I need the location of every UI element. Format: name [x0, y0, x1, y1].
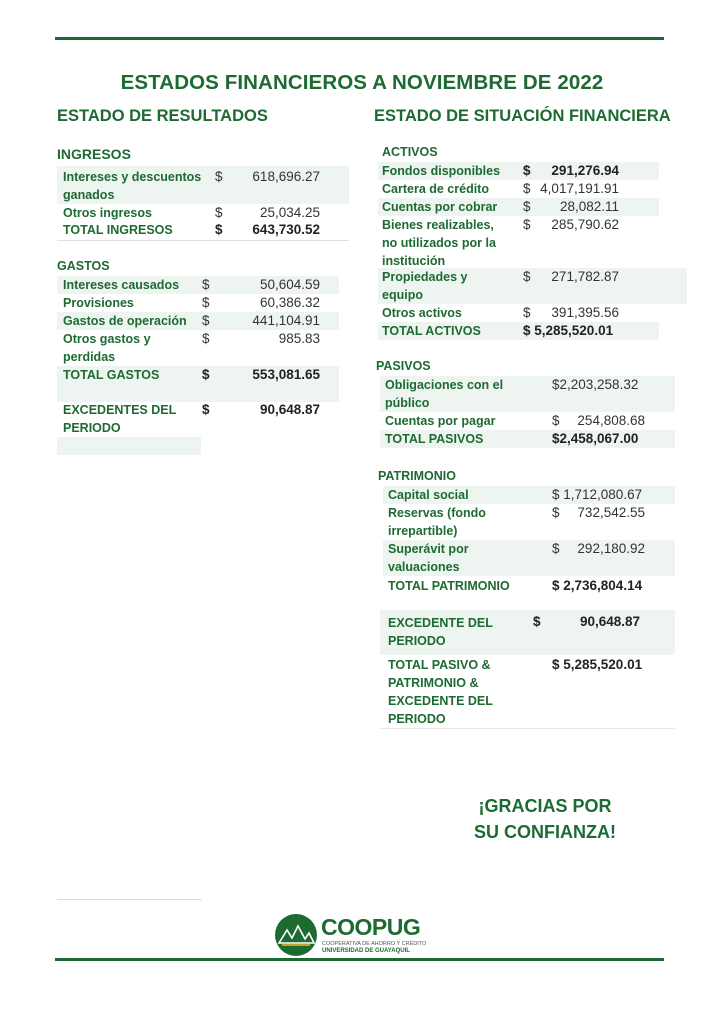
pasivo-row — [380, 376, 675, 412]
total-pasivo-patrimonio-row — [380, 655, 675, 729]
total-pasivos-row — [380, 430, 675, 448]
activo-row — [378, 162, 659, 180]
excedentes-row — [57, 400, 339, 436]
thanks-line-2: SU CONFIANZA! — [474, 822, 616, 842]
row-currency: $ — [523, 217, 531, 232]
row-label: Propiedades y equipo — [382, 270, 468, 302]
thank-you-message — [440, 793, 650, 845]
row-currency: $ — [202, 295, 210, 310]
row-currency: $ — [552, 413, 560, 428]
row-label: Reservas (fondo irrepartible) — [388, 506, 486, 538]
row-label: Capital social — [388, 488, 469, 502]
row-label: Gastos de operación — [63, 314, 187, 328]
row-amount: 50,604.59 — [259, 277, 320, 292]
row-value: $2,203,258.32 — [552, 377, 639, 392]
row-amount: 985.83 — [278, 331, 320, 346]
pasivo-row — [380, 412, 675, 430]
activo-row — [378, 198, 659, 216]
section-gastos: GASTOS — [57, 259, 110, 273]
row-label: Otros gastos y perdidas — [63, 332, 151, 364]
row-amount: 60,386.32 — [259, 295, 320, 310]
row-label: EXCEDENTE DEL PERIODO — [388, 616, 493, 648]
row-amount: 291,276.94 — [551, 163, 619, 178]
section-pasivos: PASIVOS — [376, 359, 431, 373]
row-amount: 90,648.87 — [579, 614, 640, 629]
section-activos: ACTIVOS — [382, 145, 438, 159]
row-label: EXCEDENTES DEL PERIODO — [63, 403, 176, 435]
row-value: $ 1,712,080.67 — [552, 487, 643, 502]
row-value: $ 5,285,520.01 — [523, 323, 614, 338]
coopug-logo — [274, 912, 427, 958]
row-currency: $ — [202, 402, 210, 417]
row-amount: 90,648.87 — [259, 402, 320, 417]
row-amount: 4,017,191.91 — [540, 181, 619, 196]
footnote-separator — [57, 899, 202, 900]
row-currency: $ — [523, 181, 531, 196]
page-title: ESTADOS FINANCIEROS A NOVIEMBRE DE 2022 — [120, 71, 604, 94]
row-label: Cartera de crédito — [382, 182, 489, 196]
row-amount: 25,034.25 — [259, 205, 320, 220]
row-label: Fondos disponibles — [382, 164, 501, 178]
row-amount: 441,104.91 — [252, 313, 320, 328]
logo-name: COOPUG — [321, 914, 421, 940]
row-currency: $ — [202, 367, 210, 382]
gasto-row — [57, 294, 339, 312]
row-label: Provisiones — [63, 296, 134, 310]
ingreso-row — [57, 204, 349, 222]
row-currency: $ — [523, 199, 531, 214]
activo-row — [378, 268, 687, 304]
activo-row — [378, 216, 659, 268]
row-currency: $ — [215, 169, 223, 184]
total-patrimonio-row — [383, 577, 675, 595]
top-rule — [55, 37, 664, 40]
row-currency: $ — [523, 163, 531, 178]
row-currency: $ — [523, 305, 531, 320]
row-currency: $ — [215, 222, 223, 237]
row-value: $ 5,285,520.01 — [552, 657, 643, 672]
row-label: Intereses y descuentos ganados — [63, 170, 202, 202]
total-activos-row — [378, 322, 659, 340]
row-label: Otros ingresos — [63, 206, 152, 220]
row-label: TOTAL INGRESOS — [63, 223, 173, 237]
patrimonio-row — [383, 540, 675, 576]
logo-subtitle-2: UNIVERSIDAD DE GUAYAQUIL — [322, 948, 410, 954]
row-label: Cuentas por cobrar — [382, 200, 498, 214]
total-ingresos-row — [57, 221, 349, 241]
row-currency: $ — [552, 505, 560, 520]
logo-emblem-icon — [274, 912, 322, 958]
patrimonio-row — [383, 486, 675, 504]
patrimonio-row — [383, 504, 675, 540]
heading-situacion-financiera: ESTADO DE SITUACIÓN FINANCIERA — [374, 107, 671, 125]
row-amount: 553,081.65 — [252, 367, 320, 382]
row-label: TOTAL PASIVO & PATRIMONIO & EXCEDENTE DEL PERIODO — [388, 658, 493, 726]
section-patrimonio: PATRIMONIO — [378, 469, 457, 483]
activo-row — [378, 180, 659, 198]
row-label: Obligaciones con el público — [385, 378, 504, 410]
row-label: Intereses causados — [63, 278, 180, 292]
activo-row — [378, 304, 659, 322]
row-amount: 254,808.68 — [577, 413, 645, 428]
row-amount: 285,790.62 — [551, 217, 619, 232]
row-amount: 271,782.87 — [551, 269, 619, 284]
row-label: Bienes realizables, no utilizados por la institución — [382, 218, 496, 268]
section-ingresos: INGRESOS — [57, 146, 131, 162]
row-currency: $ — [202, 331, 210, 346]
shade-strip — [57, 437, 201, 455]
ingreso-row — [57, 166, 349, 204]
total-gastos-row — [57, 366, 339, 402]
row-label: Cuentas por pagar — [385, 414, 496, 428]
row-currency: $ — [202, 277, 210, 292]
row-amount: 618,696.27 — [252, 169, 320, 184]
row-label: TOTAL PASIVOS — [385, 432, 484, 446]
heading-estado-resultados: ESTADO DE RESULTADOS — [57, 107, 268, 125]
gasto-row — [57, 330, 339, 366]
row-value: $ 2,736,804.14 — [552, 578, 643, 593]
logo-subtitle-1: COOPERATIVA DE AHORRO Y CRÉDITO — [322, 941, 427, 947]
thanks-line-1: ¡GRACIAS POR — [478, 796, 612, 816]
row-amount: 643,730.52 — [252, 222, 320, 237]
row-currency: $ — [533, 614, 541, 629]
row-amount: 391,395.56 — [551, 305, 619, 320]
gasto-row — [57, 276, 339, 294]
row-amount: 732,542.55 — [577, 505, 645, 520]
bottom-rule — [55, 958, 664, 961]
row-currency: $ — [552, 541, 560, 556]
row-label: Superávit por valuaciones — [388, 542, 469, 574]
excedente-periodo-row — [380, 610, 675, 655]
row-currency: $ — [215, 205, 223, 220]
row-currency: $ — [523, 269, 531, 284]
row-label: Otros activos — [382, 306, 462, 320]
row-label: TOTAL ACTIVOS — [382, 324, 481, 338]
row-label: TOTAL PATRIMONIO — [388, 579, 510, 593]
row-amount: 28,082.11 — [559, 199, 619, 214]
row-currency: $ — [202, 313, 210, 328]
row-value: $2,458,067.00 — [552, 431, 639, 446]
row-label: TOTAL GASTOS — [63, 368, 160, 382]
gasto-row — [57, 312, 339, 330]
row-amount: 292,180.92 — [577, 541, 645, 556]
